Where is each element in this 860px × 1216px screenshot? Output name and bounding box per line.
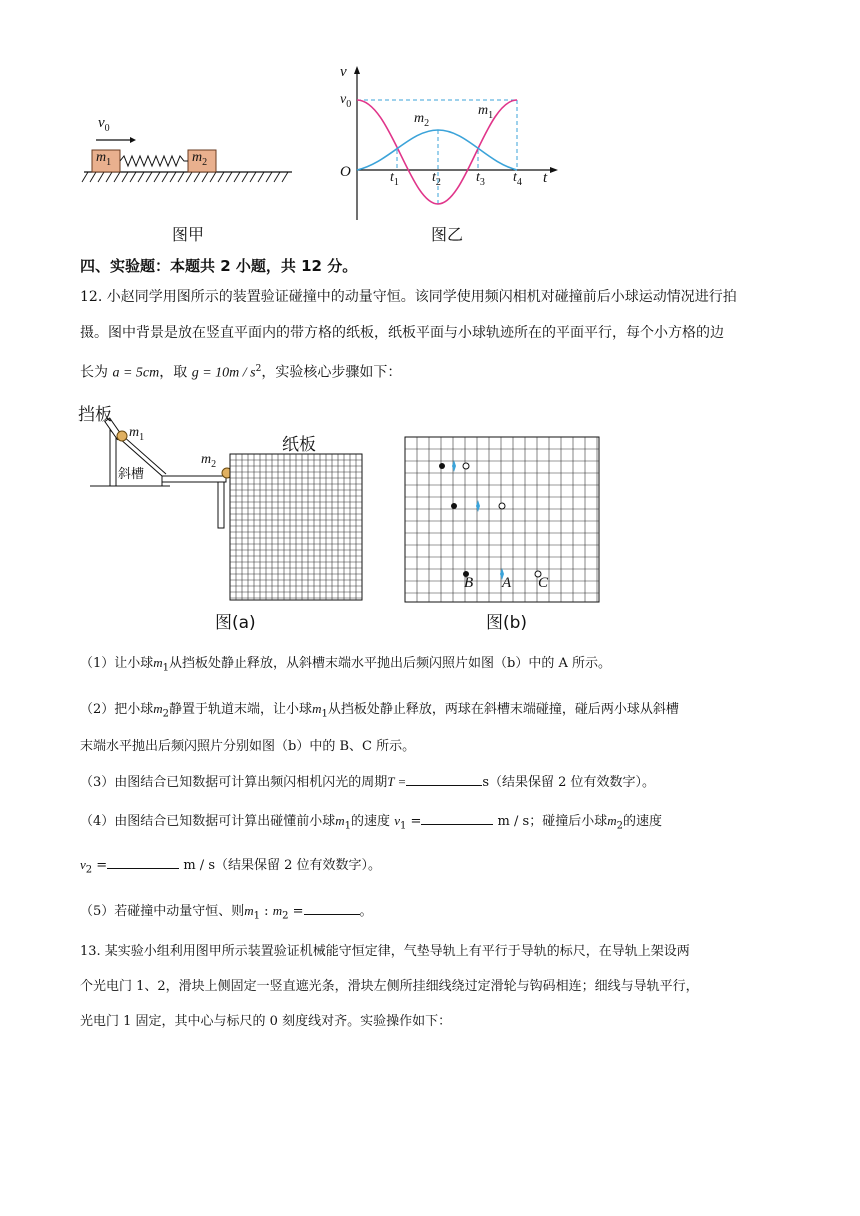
- q12-intro-line2: 摄。图中背景是放在竖直平面内的带方格的纸板，纸板平面与小球轨迹所在的平面平行，每个小方格的边: [80, 325, 724, 341]
- gravity-formula: g = 10m / s: [191, 365, 256, 381]
- t3-label: t: [476, 170, 480, 185]
- point-c-label: C: [538, 575, 549, 591]
- m1-curve-label: m: [478, 103, 489, 118]
- fig-a-m2-label: m: [201, 452, 212, 467]
- t2-label: t: [432, 170, 436, 185]
- t4-label: t: [513, 170, 517, 185]
- section-heading: 四、实验题：本题共 2 小题，共 12 分。: [80, 257, 358, 275]
- mass-ratio-answer-blank[interactable]: [304, 900, 360, 915]
- v1-answer-blank[interactable]: [421, 810, 493, 825]
- step-4-line2: $v_2 = m / s$（结果保留 2 位有效数字）。: [80, 854, 381, 882]
- chute-label: 斜槽: [118, 467, 145, 482]
- caption-jia: 图甲: [172, 225, 205, 244]
- step-4-line1: （4）由图结合已知数据可计算出碰懂前小球$m_1$的速度 $v_1 = m / s$；碰撞后小球$m_2$的速度: [80, 810, 662, 838]
- caption-fig-a: 图(a): [215, 613, 256, 633]
- q13-line2: 个光电门 1、2，滑块上侧固定一竖直遮光条，滑块左侧所挂细线绕过定滑轮与钩码相连；细线与导轨平行，: [80, 979, 699, 994]
- baffle-label: 挡板: [78, 405, 112, 425]
- board-label: 纸板: [282, 435, 316, 455]
- m2-curve: [357, 130, 517, 170]
- m1-block-label: m: [96, 150, 107, 165]
- v0-axis-label: v: [340, 92, 347, 107]
- v0-label: v: [98, 115, 105, 131]
- step-1: （1）让小球$m_1$从挡板处静止释放，从斜槽末端水平抛出后频闪照片如图（b）中的 A 所示。: [80, 655, 612, 674]
- period-answer-blank[interactable]: [406, 771, 482, 786]
- axis-t-label: t: [543, 170, 548, 186]
- ball-m1: [117, 431, 127, 441]
- step-5: （5）若碰撞中动量守恒、则$m_1$ : $m_2$ = 。: [80, 900, 373, 928]
- q13-line3: 光电门 1 固定，其中心与标尺的 0 刻度线对齐。实验操作如下：: [80, 1014, 452, 1029]
- figure-yi-vt-graph: [330, 62, 570, 222]
- t1-label: t: [390, 170, 394, 185]
- q13-line1: 13. 某实验小组利用图甲所示装置验证机械能守恒定律，气垫导轨上有平行于导轨的标尺，在导轨上架设两: [80, 944, 690, 959]
- v2-answer-blank[interactable]: [107, 854, 179, 869]
- step-2-line1: （2）把小球$m_2$静置于轨道末端，让小球$m_1$从挡板处静止释放，两球在斜槽末端碰撞，碰后两小球从斜槽: [80, 701, 679, 720]
- m2-block-label: m: [192, 150, 203, 165]
- q12-intro-line3: 长为 a = 5cm，取 $g = 10m / s^2$，实验核心步骤如下：: [80, 364, 402, 381]
- figure-a-apparatus: [80, 398, 370, 608]
- caption-fig-b: 图(b): [486, 613, 528, 633]
- step-2-line2: 末端水平抛出后频闪照片分别如图（b）中的 B、C 所示。: [80, 739, 416, 754]
- point-a-label: A: [502, 575, 512, 591]
- figure-jia: [80, 110, 300, 190]
- point-b-label: B: [464, 575, 474, 591]
- q12-intro-line1: 12. 小赵同学用图所示的装置验证碰撞中的动量守恒。该同学使用频闪相机对碰撞前后小球运动情况进行拍: [80, 289, 737, 305]
- caption-yi: 图乙: [431, 225, 464, 244]
- m2-curve-label: m: [414, 111, 425, 126]
- fig-a-m1-label: m: [129, 425, 140, 440]
- side-length-formula: a = 5cm: [112, 365, 160, 381]
- origin-label: O: [340, 164, 351, 180]
- step-3: （3）由图结合已知数据可计算出频闪相机闪光的周期T = s（结果保留 2 位有效数字）。: [80, 771, 655, 794]
- spring: [120, 156, 188, 166]
- axis-v-label: v: [340, 64, 347, 80]
